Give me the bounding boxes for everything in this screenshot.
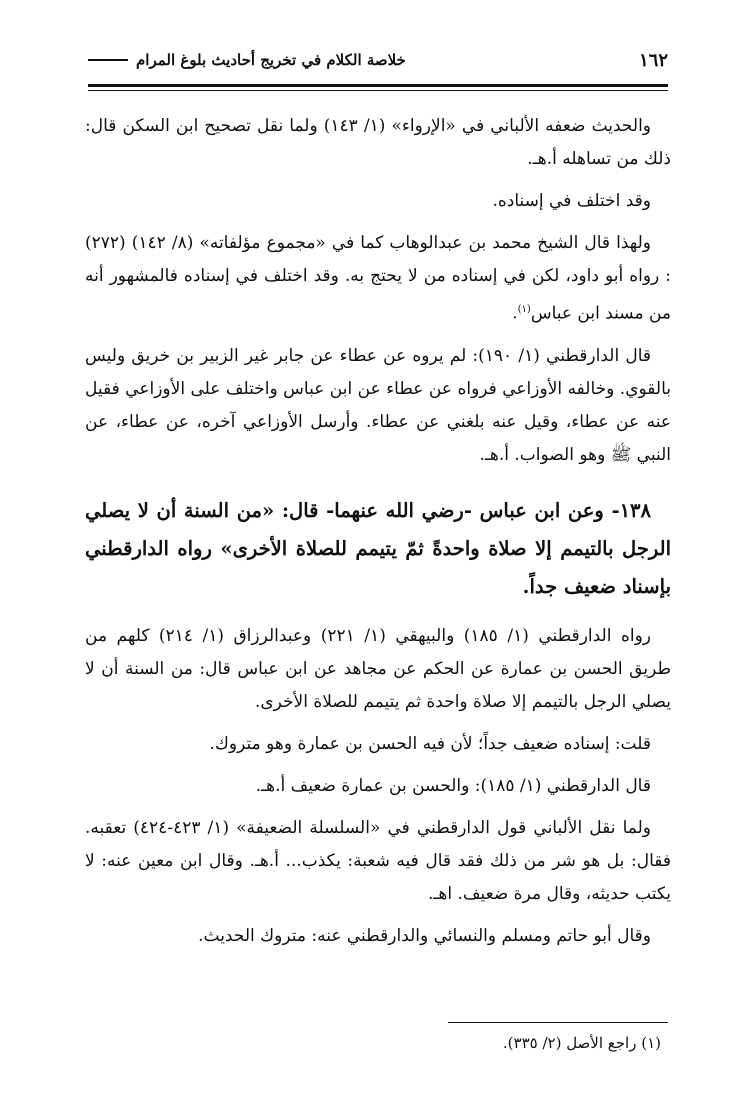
page-header	[88, 40, 668, 80]
header-rule-thin	[88, 90, 668, 91]
title-dash	[88, 59, 128, 61]
paragraph: رواه الدارقطني (١/ ١٨٥) والبيهقي (١/ ٢٢١) وعبدالرزاق (١/ ٢١٤) كلهم من طريق الحسن بن عمارة عن الحكم عن مجاهد عن ابن عباس قال: من السنة أن لا يصلي الرجل بالتيمم إلا صلاة واحدة ثم يتيمم للصلاة الأخرى.	[85, 625, 671, 712]
page-number: ١٦٢	[638, 49, 668, 71]
paragraph: قال الدارقطني (١/ ١٨٥): والحسن بن عمارة ضعيف أ.هـ.	[255, 775, 651, 796]
footnote: (١) راجع الأصل (٢/ ٣٣٥).	[502, 1034, 661, 1052]
paragraph: والحديث ضعفه الألباني في «الإرواء» (١/ ١٤٣) ولما نقل تصحيح ابن السكن قال: ذلك من تساهله أ.هـ.	[85, 116, 671, 169]
running-title-text: خلاصة الكلام في تخريج أحاديث بلوغ المرام	[136, 51, 406, 69]
paragraph-end: .	[512, 303, 518, 324]
paragraph: قلت: إسناده ضعيف جداً؛ لأن فيه الحسن بن عمارة وهو متروك.	[209, 733, 651, 754]
paragraph: وقد اختلف في إسناده.	[492, 191, 651, 211]
running-title	[88, 51, 406, 69]
paragraph: قال الدارقطني (١/ ١٩٠): لم يروه عن عطاء عن جابر غير الزبير بن خريق وليس بالقوي. وخالفه الأوزاعي فرواه عن عطاء عن ابن عباس واختلف على الأوزاعي فقيل عنه عن عطاء، وقيل عنه بلغني عن عطاء. وأرسل الأوزاعي آخره، عن عطاء، عن النبي ﷺ وهو الصواب. أ.هـ.	[85, 345, 671, 465]
hadith-text: ١٣٨- وعن ابن عباس -رضي الله عنهما- قال: «من السنة أن لا يصلي الرجل بالتيمم إلا صلاة واحدةً ثمّ يتيمم للصلاة الأخرى» رواه الدارقطني بإسناد ضعيف جداً.	[85, 498, 671, 598]
paragraph: ولما نقل الألباني قول الدارقطني في «السلسلة الضعيفة» (١/ ٤٢٣-٤٢٤) تعقبه. فقال: بل هو شر من ذلك فقد قال فيه شعبة: يكذب... أ.هـ. وقال ابن معين عنه: لا يكتب حديثه، وقال مرة ضعيف. اهـ.	[85, 817, 671, 904]
paragraph: وقال أبو حاتم ومسلم والنسائي والدارقطني عنه: متروك الحديث.	[198, 925, 651, 946]
paragraph-text: ولهذا قال الشيخ محمد بن عبدالوهاب كما في «مجموع مؤلفاته» (٨/ ١٤٢) (٢٧٢) : رواه أبو داود، لكن في إسناده من لا يحتج به. وقد اختلف في إسناده فالمشهور أنه من مسند ابن عباس	[85, 233, 671, 324]
footnote-rule	[448, 1022, 668, 1023]
body-text	[85, 110, 671, 962]
header-rule-thick	[88, 84, 668, 87]
footnote-marker: (١)	[517, 304, 531, 315]
paragraph	[85, 227, 671, 331]
